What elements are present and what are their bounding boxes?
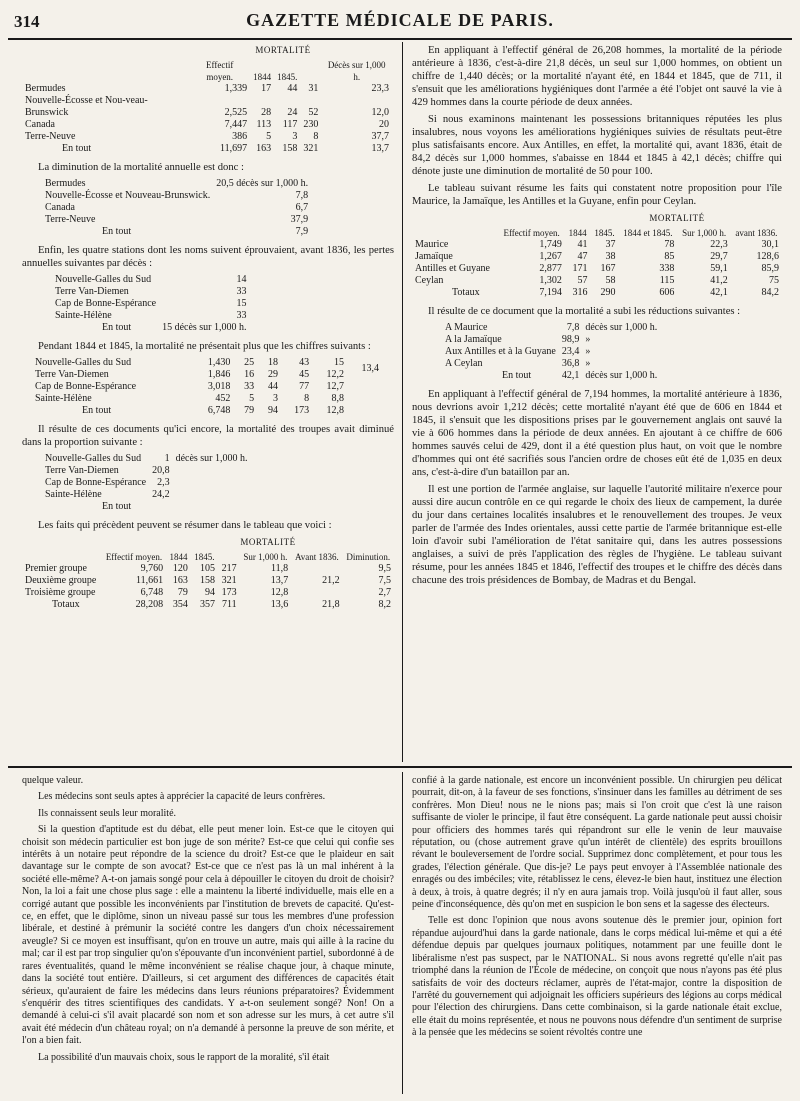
list-item: Sainte-Hélène 33 [55, 310, 247, 321]
table-total-row: Totaux 7,194 316 290 606 42,1 84,2 [452, 287, 779, 298]
table4-header: avant 1836. [735, 228, 778, 238]
paragraph: Si nous examinons maintenant les possessions britanniques réputées les plus insalubres, nous voyons les améliorations hygiéniques suivies de résultats peut-être plus satisfaisants encore. Aux Antilles, en effet, la mortalité qui, avant 1836, était de 84,2 décès sur 1,000 hommes, s'abaisse en 1844 et 1845 à 42,1 décès; chiffre qui dénote juste une diminution de mortalité de 50 pour 100. [412, 114, 782, 177]
table-row: Canada 7,447 113 117 230 20 [25, 119, 389, 130]
table4-header: 1845. [594, 228, 615, 238]
paragraph: En appliquant à l'effectif général de 26,208 hommes, la mortalité de la période antérieure à 1836, c'est-à-dire 21,8 décès, un seul sur 1,000 hommes, on obtient un chiffre de 1,440 décès; or la mortalité n'ayant été, en 1844 et 1845, que de 711, il s'ensuit que les améliorations hygiéniques dont l'armée a été l'objet ont sauvé la vie à 429 hommes dans la courte période de deux années. [412, 45, 782, 108]
list-item: En tout 42,1 décès sur 1,000 h. [502, 370, 658, 381]
paragraph: Il résulte de ces documents qu'ici encore, la mortalité des troupes avait diminué dans la proportion suivante : [22, 424, 394, 448]
table-total-row: En tout 11,697 163 158 321 13,7 [62, 143, 389, 154]
table-mortality-colonies [412, 227, 782, 299]
table1-header: 1844 [253, 72, 272, 82]
paragraph: Si la question d'aptitude est du débat, elle peut mener loin. Est-ce que le citoyen qui choisit son médecin particulier est bon juge de son mérite? Est-ce que celui qui confie ses intérêts à un notaire peut répondre de la science du droit? Est-ce que le plaideur en sait davantage sur le compte de son avocat? Est-ce que ce n'est pas là un mal inhérent à la société elle-même? A-t-on jamais songé pour cela à dépouiller le citoyen du droit de choisir? Non, la loi a fait une chose plus sage : elle a maintenu la liberté individuelle, mais elle en a corrigé autant que possible les inconvénients par l'institution de brevets de capacité. Qu'est-ce, en effet, que le diplôme, sinon un niveau passé sur tous les membres d'une profession libérale, et destiné à prémunir la société contre les dangers d'un choix nécessairement aveugle? Si ce moyen est insuffisant, qu'on en trouve un autre, mais qui aille à la racine du mal; car il est par trop singulier qu'on s'épouvante d'un inconvénient partiel, subordonné à de rares éventualités, quand le même inconvénient se réalise chaque jour, à chaque minute, dans la société tout entière. D'ailleurs, si cet argument des différences de capacités était sérieux, qu'auraient de faire les médecins dans leurs réunions préparatoires? Évidemment s'enquérir des titres scientifiques des candidats. Y a-t-on seulement songé? Non! On a demandé à celui-ci s'il avait placardé son nom et son adresse sur les murs, à cet autre s'il avait été médecin d'un château royal; on n'a demandé à personne la preuve de son mérite, et l'on a bien fait. [22, 824, 394, 1047]
list-item: En tout 15 décès sur 1,000 h. [102, 322, 247, 333]
table3-header: Sur 1,000 h. [243, 552, 288, 562]
column-divider-bottom [402, 772, 403, 1094]
table4-header: 1844 et 1845. [623, 228, 673, 238]
reduction-list-3 [442, 322, 660, 382]
paragraph: quelque valeur. [22, 775, 84, 786]
stations-list-1 [52, 274, 250, 334]
table1-header: Effectif moyen. [206, 60, 234, 82]
table-mortality-2 [32, 357, 382, 417]
table-row: Bermudes 1,339 17 44 31 23,3 [25, 83, 389, 94]
page-header [8, 10, 792, 36]
list-item: Cap de Bonne-Espérance 2,3 [45, 477, 170, 488]
list-item: Cap de Bonne-Espérance 15 [55, 298, 247, 309]
table3-header: 1844 [169, 552, 188, 562]
table-total-row: Totaux 28,208 354 357 711 13,6 21,8 8,2 [52, 599, 391, 610]
table-row: Maurice 1,749 41 37 78 22,3 30,1 [415, 239, 779, 250]
running-head-title: GAZETTE MÉDICALE DE PARIS. [246, 10, 554, 30]
section-rule [8, 766, 792, 768]
paragraph: Pendant 1844 et 1845, la mortalité ne présentait plus que les chiffres suivants : [38, 341, 371, 352]
table-row: Ceylan 1,302 57 58 115 41,2 75 [415, 275, 779, 286]
column-divider-top [402, 42, 403, 762]
list-item: Nouvelle-Galles du Sud 14 [55, 274, 247, 285]
table3-title: MORTALITÉ [240, 537, 296, 547]
table-total-row: En tout 6,748 79 94 173 12,8 [82, 405, 345, 416]
table3-header: 1845. [194, 552, 215, 562]
page-number: 314 [14, 12, 40, 31]
table4-title: MORTALITÉ [649, 213, 705, 223]
header-rule [8, 38, 792, 40]
list-item: A Maurice 7,8 décès sur 1,000 h. [445, 322, 658, 333]
table3-header: Diminution. [346, 552, 391, 562]
list-item: Terre-Neuve 37,9 [45, 214, 309, 225]
table-row: Terre-Neuve 386 5 3 8 37,7 [25, 131, 389, 142]
list-item: Canada 6,7 [45, 202, 309, 213]
list-item: Nouvelle-Galles du Sud 1 décès sur 1,000 h. [45, 453, 248, 464]
paragraph: Le tableau suivant résume les faits qui constatent notre proposition pour l'île Maurice, la Jamaïque, les Antilles et la Guyane, enfin pour Ceylan. [412, 183, 782, 207]
list-item: Aux Antilles et à la Guyane 23,4 » [445, 346, 591, 357]
reduction-list-2 [42, 453, 251, 513]
brace-value: 13,4 [361, 363, 379, 374]
table-mortality-1 [22, 59, 392, 155]
paragraph: Il est une portion de l'armée anglaise, sur laquelle l'autorité militaire n'exerce pour aussi dire aucun contrôle en ce qui regarde le choix des lieux de campement, la durée du jour dans certaines localités insalubres et le renouvellement des troupes. Je veux parler de l'armée des Indes orientales, aussi cette partie de l'armée britannique est-elle loin d'avoir subi l'amélioration de l'état sanitaire qui, dans les autres possessions anglaises, a suivi de près l'application des règles de l'hygiène. Le tableau suivant résume, pour les années 1845 et 1846, l'effectif des troupes et le chiffre des décès dans chacune des trois présidences de Bombay, de Madras et du Bengal. [412, 484, 782, 586]
feuilleton-left [22, 775, 394, 1068]
table4-header: Sur 1,000 h. [682, 228, 727, 238]
table1-header: Décès sur 1,000 h. [327, 60, 386, 82]
table-row: Nouvelle-Galles du Sud 1,430 25 18 43 15 13,4 [32, 357, 382, 369]
list-item: A Ceylan 36,8 » [445, 358, 591, 369]
table-row: Antilles et Guyane 2,877 171 167 338 59,1 85,9 [415, 263, 779, 274]
paragraph: Il résulte de ce document que la mortalité a subi les réductions suivantes : [428, 306, 741, 317]
list-item: Terre Van-Diemen 20,8 [45, 465, 170, 476]
table-summary [22, 551, 394, 611]
list-item: En tout [102, 501, 132, 512]
list-item: Nouvelle-Écosse et Nouveau-Brunswick. 7,8 [45, 190, 309, 201]
table-row: Deuxième groupe 11,661 163 158 321 13,7 21,2 7,5 [25, 575, 391, 586]
paragraph: La diminution de la mortalité annuelle est donc : [38, 162, 244, 173]
table-row: Nouvelle-Écosse et Nou-veau-Brunswick 2,525 28 24 52 12,0 [25, 95, 389, 118]
paragraph: Telle est donc l'opinion que nous avons soutenue dès le premier jour, opinion fort répandue aujourd'hui dans la garde nationale, dans le corps médical lui-même et qui a été défendue depuis par quelques journaux politiques, notamment par une feuille dont le libéralisme n'est pas suspect, par le NATIONAL. Si nous avons regretté qu'elle n'ait pas triomphé dans la réunion de l'École de médecine, on conçoit que nous n'ayons pas été plus satisfaits de voir des docteurs réclamer, auprès de l'état-major, contre la disposition de l'arrêté du gouvernement qui adjoignait les officiers supérieurs des légions au corps médical pour l'élection des chirurgiens. Dans cette combinaison, si la garde nationale était exclue, elle était du moins représentée, et nous ne pouvons nous défendre d'un sentiment de surprise à la pensée que les médecins se soient révoltés contre une [412, 915, 782, 1039]
table3-header: Effectif moyen. [105, 552, 163, 562]
table1-title: MORTALITÉ [255, 45, 311, 55]
paragraph: Les faits qui précèdent peuvent se résumer dans le tableau que voici : [38, 520, 332, 531]
table-row: Premier groupe 9,760 120 105 217 11,8 9,5 [25, 563, 391, 574]
paragraph: En appliquant à l'effectif général de 7,194 hommes, la mortalité antérieure à 1836, nous devrions avoir 1,212 décès; cette mortalité n'ayant été que de 606 en 1844 et 1845, il s'ensuit que les dispositions prises par le gouvernement anglais ont sauvé la vie à 606 hommes dans la période de deux années. En ajoutant à ce chiffre de 606 hommes sauvés celui de 429, dont il a été question plus haut, on voit que le nombre d'hommes qui ont été sacrifiés sous l'ancien ordre de choses eût été de 1,035 en deux ans, c'est-à-dire d'un bataillon par an. [412, 389, 782, 478]
paragraph: La possibilité d'un mauvais choix, sous le rapport de la moralité, s'il était [38, 1051, 330, 1063]
table-row: Troisième groupe 6,748 79 94 173 12,8 2,7 [25, 587, 391, 598]
list-item: Bermudes 20,5 décès sur 1,000 h. [45, 178, 309, 189]
list-item: A la Jamaïque 98,9 » [445, 334, 591, 345]
paragraph: Enfin, les quatre stations dont les noms suivent éprouvaient, avant 1836, les pertes annuelles suivantes par décès : [22, 245, 394, 269]
table1-header: 1845. [277, 72, 298, 82]
left-column-top [22, 44, 394, 617]
list-item: Terre Van-Diemen 33 [55, 286, 247, 297]
list-item: En tout 7,9 [102, 226, 309, 237]
paragraph: Les médecins sont seuls aptes à apprécier la capacité de leurs confrères. [38, 791, 326, 803]
paragraph: confié à la garde nationale, est encore un inconvénient possible. Un chirurgien peu délicat pourrait, dit-on, à la faveur de ses fonctions, s'insinuer dans les familles au détriment de ses confrères. Mon Dieu! nous ne le nions pas; mais si l'on croit que c'est là une raison suffisante de violer le principe, il faut être conséquent. La garde nationale peut aussi choisir pour officiers des hommes tarés qui répandront sur elle le venin de leur mauvaise réputation, ou (chose autrement grave qu'un intérêt de clientèle) des esprits brouillons révant le bouleversement de l'ordre social. Supprimez donc complètement, et pour tous les grades, l'élection générale. Que dis-je? Le pays peut envoyer à l'Assemblée nationale des enragés ou des imbéciles; vite, rétablissez le cens, élevez-le bien haut, instituez une élection à deux, à trois, à quatre degrés; il n'y en aura jamais trop. Voilà jusqu'où il faut aller, sous peine d'inconséquence, dès qu'on met en suspicion le bon sens et la sagesse des électeurs. [412, 775, 782, 911]
table-row: Jamaïque 1,267 47 38 85 29,7 128,6 [415, 251, 779, 262]
list-item: Sainte-Hélène 24,2 [45, 489, 170, 500]
reduction-list-1 [42, 178, 311, 238]
paragraph: Ils connaissent seuls leur moralité. [38, 807, 177, 819]
table-row: Terre Van-Diemen 1,846 16 29 45 12,2 [35, 369, 345, 380]
table3-header: Avant 1836. [294, 552, 339, 562]
table-row: Cap de Bonne-Espérance 3,018 33 44 77 12,7 [35, 381, 345, 392]
right-column-top [412, 44, 782, 591]
table-row: Sainte-Hélène 452 5 3 8 8,8 [35, 393, 345, 404]
feuilleton-right [412, 775, 782, 1044]
table4-header: Effectif moyen. [503, 228, 560, 238]
table4-header: 1844 [568, 228, 587, 238]
